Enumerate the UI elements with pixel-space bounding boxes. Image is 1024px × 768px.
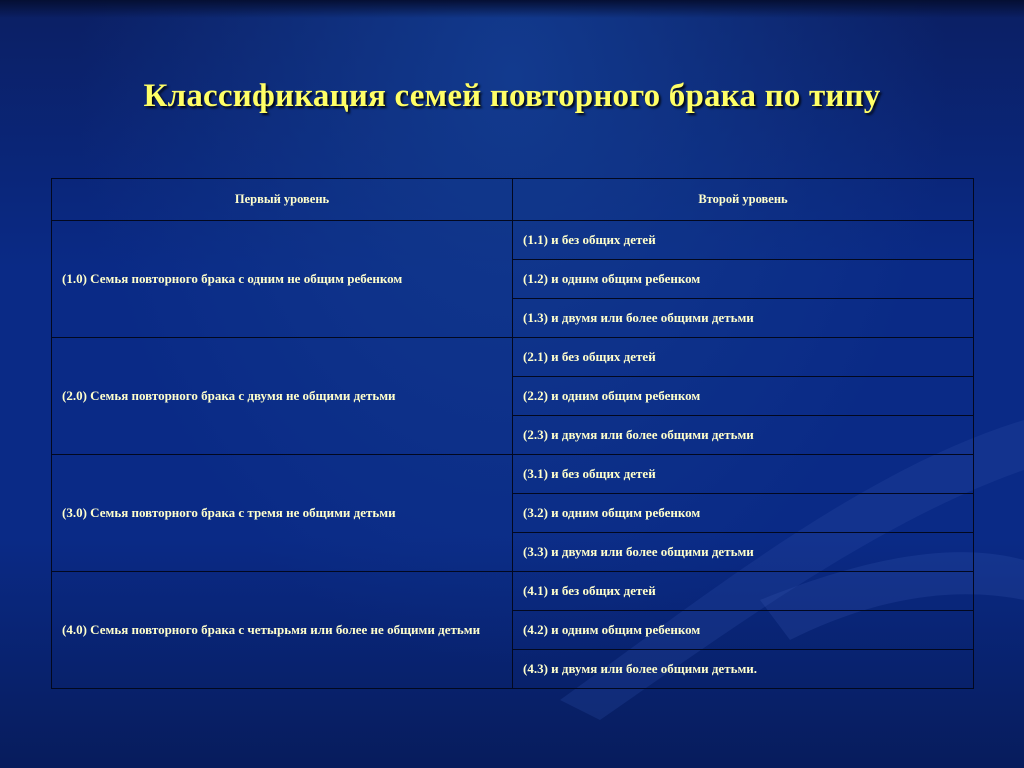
first-level-cell — [52, 572, 513, 689]
classification-table — [51, 178, 974, 689]
second-level-cell: (1.3) и двумя или более общими детьми — [513, 299, 974, 338]
slide-title: Классификация семей повторного брака по типу — [143, 78, 881, 114]
second-level-cell: (2.2) и одним общим ребенком — [513, 377, 974, 416]
second-level-cell: (4.1) и без общих детей — [513, 572, 974, 611]
table-row — [52, 338, 974, 377]
table-row — [52, 572, 974, 611]
second-level-cell: (4.2) и одним общим ребенком — [513, 611, 974, 650]
first-level-cell: (1.0) Семья повторного брака с одним не общим ребенком — [52, 221, 513, 338]
first-level-cell: (3.0) Семья повторного брака с тремя не общими детьми — [52, 455, 513, 572]
table-header-row — [52, 179, 974, 221]
second-level-cell: (1.1) и без общих детей — [513, 221, 974, 260]
top-shadow-band — [0, 0, 1024, 18]
first-level-text: (4.0) Семья повторного брака с четырьмя или более не общими детьми — [62, 621, 481, 637]
second-level-cell: (3.3) и двумя или более общими детьми — [513, 533, 974, 572]
first-level-cell: (2.0) Семья повторного брака с двумя не общими детьми — [52, 338, 513, 455]
table-row — [52, 221, 974, 260]
second-level-cell: (3.1) и без общих детей — [513, 455, 974, 494]
second-level-cell: (4.3) и двумя или более общими детьми. — [513, 650, 974, 689]
second-level-cell: (2.1) и без общих детей — [513, 338, 974, 377]
second-level-cell: (2.3) и двумя или более общими детьми — [513, 416, 974, 455]
second-level-cell: (1.2) и одним общим ребенком — [513, 260, 974, 299]
second-level-cell: (3.2) и одним общим ребенком — [513, 494, 974, 533]
header-second-level: Второй уровень — [513, 179, 974, 221]
table-row — [52, 455, 974, 494]
header-first-level: Первый уровень — [52, 179, 513, 221]
